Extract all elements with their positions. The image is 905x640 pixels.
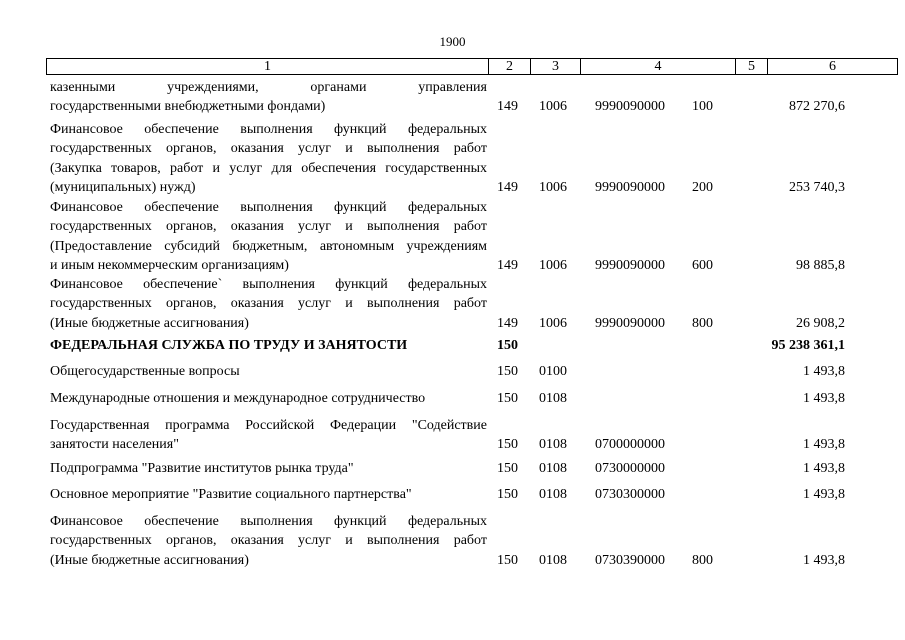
column-header-6: 6 xyxy=(768,59,898,75)
page-number: 1900 xyxy=(439,34,466,49)
description-line: Финансовое обеспечение выполнения функций федеральных xyxy=(50,122,487,137)
column-header-table xyxy=(46,58,898,75)
description-line: государственных органов, оказания услуг и выполнения работ xyxy=(50,296,487,312)
ministry-code: 150 xyxy=(497,338,518,353)
amount-value: 1 493,8 xyxy=(803,552,845,568)
description-line: Финансовое обеспечение выполнения функций федеральных xyxy=(50,200,487,215)
description-line: (Иные бюджетные ассигнования) xyxy=(50,315,249,331)
row-description xyxy=(50,459,487,478)
amount-value: 26 908,2 xyxy=(796,315,845,331)
description-line: ФЕДЕРАЛЬНАЯ СЛУЖБА ПО ТРУДУ И ЗАНЯТОСТИ xyxy=(50,338,408,353)
expense-type-code: 600 xyxy=(692,257,713,273)
target-article-code: 9990090000 xyxy=(595,179,665,195)
section-code: 0108 xyxy=(539,552,567,568)
ministry-code: 150 xyxy=(497,461,518,476)
column-header-5: 5 xyxy=(736,59,768,75)
amount-value: 872 270,6 xyxy=(789,99,845,115)
ministry-code: 149 xyxy=(497,315,518,331)
amount-value: 1 493,8 xyxy=(803,437,845,453)
description-line: (Предоставление субсидий бюджетным, автономным учреждениям xyxy=(50,238,487,254)
description-line: государственных органов, оказания услуг и выполнения работ xyxy=(50,141,487,157)
section-code: 1006 xyxy=(539,315,567,331)
description-line: государственными внебюджетными фондами) xyxy=(50,99,326,115)
row-description xyxy=(50,389,487,408)
ministry-code: 149 xyxy=(497,179,518,195)
row-description xyxy=(50,416,487,455)
description-line: Финансовое обеспечение выполнения функций федеральных xyxy=(50,514,487,529)
ministry-code: 150 xyxy=(497,391,518,406)
section-code: 1006 xyxy=(539,99,567,115)
description-line: (Закупка товаров, работ и услуг для обеспечения государственных xyxy=(50,160,487,176)
column-header-2: 2 xyxy=(489,59,531,75)
amount-value: 1 493,8 xyxy=(803,391,845,406)
description-line: занятости населения" xyxy=(50,437,179,453)
section-code: 0108 xyxy=(539,487,567,502)
ministry-code: 150 xyxy=(497,364,518,379)
target-article-code: 0700000000 xyxy=(595,437,665,453)
amount-value: 253 740,3 xyxy=(789,179,845,195)
amount-value: 98 885,8 xyxy=(796,257,845,273)
expense-type-code: 100 xyxy=(692,99,713,115)
description-line: Подпрограмма "Развитие институтов рынка труда" xyxy=(50,461,354,476)
description-line: Общегосударственные вопросы xyxy=(50,364,240,379)
row-description xyxy=(50,485,487,504)
section-code: 0100 xyxy=(539,364,567,379)
ministry-code: 150 xyxy=(497,437,518,453)
row-description xyxy=(50,78,487,117)
target-article-code: 0730390000 xyxy=(595,552,665,568)
column-header-1: 1 xyxy=(47,59,489,75)
description-line: казенными учреждениями, органами управления xyxy=(50,80,487,95)
ministry-code: 149 xyxy=(497,99,518,115)
row-description xyxy=(50,336,487,355)
target-article-code: 0730000000 xyxy=(595,461,665,476)
section-code: 0108 xyxy=(539,437,567,453)
section-code: 0108 xyxy=(539,391,567,406)
description-line: (Иные бюджетные ассигнования) xyxy=(50,552,249,568)
description-line: Государственная программа Российской Федерации "Содействие xyxy=(50,418,487,433)
row-description xyxy=(50,362,487,381)
ministry-code: 149 xyxy=(497,257,518,273)
row-description xyxy=(50,512,487,570)
expense-type-code: 800 xyxy=(692,315,713,331)
section-code: 0108 xyxy=(539,461,567,476)
target-article-code: 0730300000 xyxy=(595,487,665,502)
row-description xyxy=(50,275,487,333)
target-article-code: 9990090000 xyxy=(595,315,665,331)
description-line: государственных органов, оказания услуг и выполнения работ xyxy=(50,533,487,549)
amount-value: 1 493,8 xyxy=(803,364,845,379)
description-line: (муниципальных) нужд) xyxy=(50,179,196,195)
description-line: Основное мероприятие "Развитие социального партнерства" xyxy=(50,487,412,502)
description-line: Финансовое обеспечение` выполнения функций федеральных xyxy=(50,277,487,292)
target-article-code: 9990090000 xyxy=(595,257,665,273)
column-header-4: 4 xyxy=(581,59,736,75)
amount-value: 1 493,8 xyxy=(803,461,845,476)
amount-value: 95 238 361,1 xyxy=(771,338,845,353)
expense-type-code: 800 xyxy=(692,552,713,568)
section-code: 1006 xyxy=(539,179,567,195)
description-line: государственных органов, оказания услуг и выполнения работ xyxy=(50,219,487,235)
description-line: и иным некоммерческим организациям) xyxy=(50,257,289,273)
expense-type-code: 200 xyxy=(692,179,713,195)
description-line: Международные отношения и международное сотрудничество xyxy=(50,391,426,406)
row-description xyxy=(50,198,487,275)
section-code: 1006 xyxy=(539,257,567,273)
row-description xyxy=(50,120,487,197)
amount-value: 1 493,8 xyxy=(803,487,845,502)
column-header-3: 3 xyxy=(531,59,581,75)
target-article-code: 9990090000 xyxy=(595,99,665,115)
ministry-code: 150 xyxy=(497,487,518,502)
ministry-code: 150 xyxy=(497,552,518,568)
